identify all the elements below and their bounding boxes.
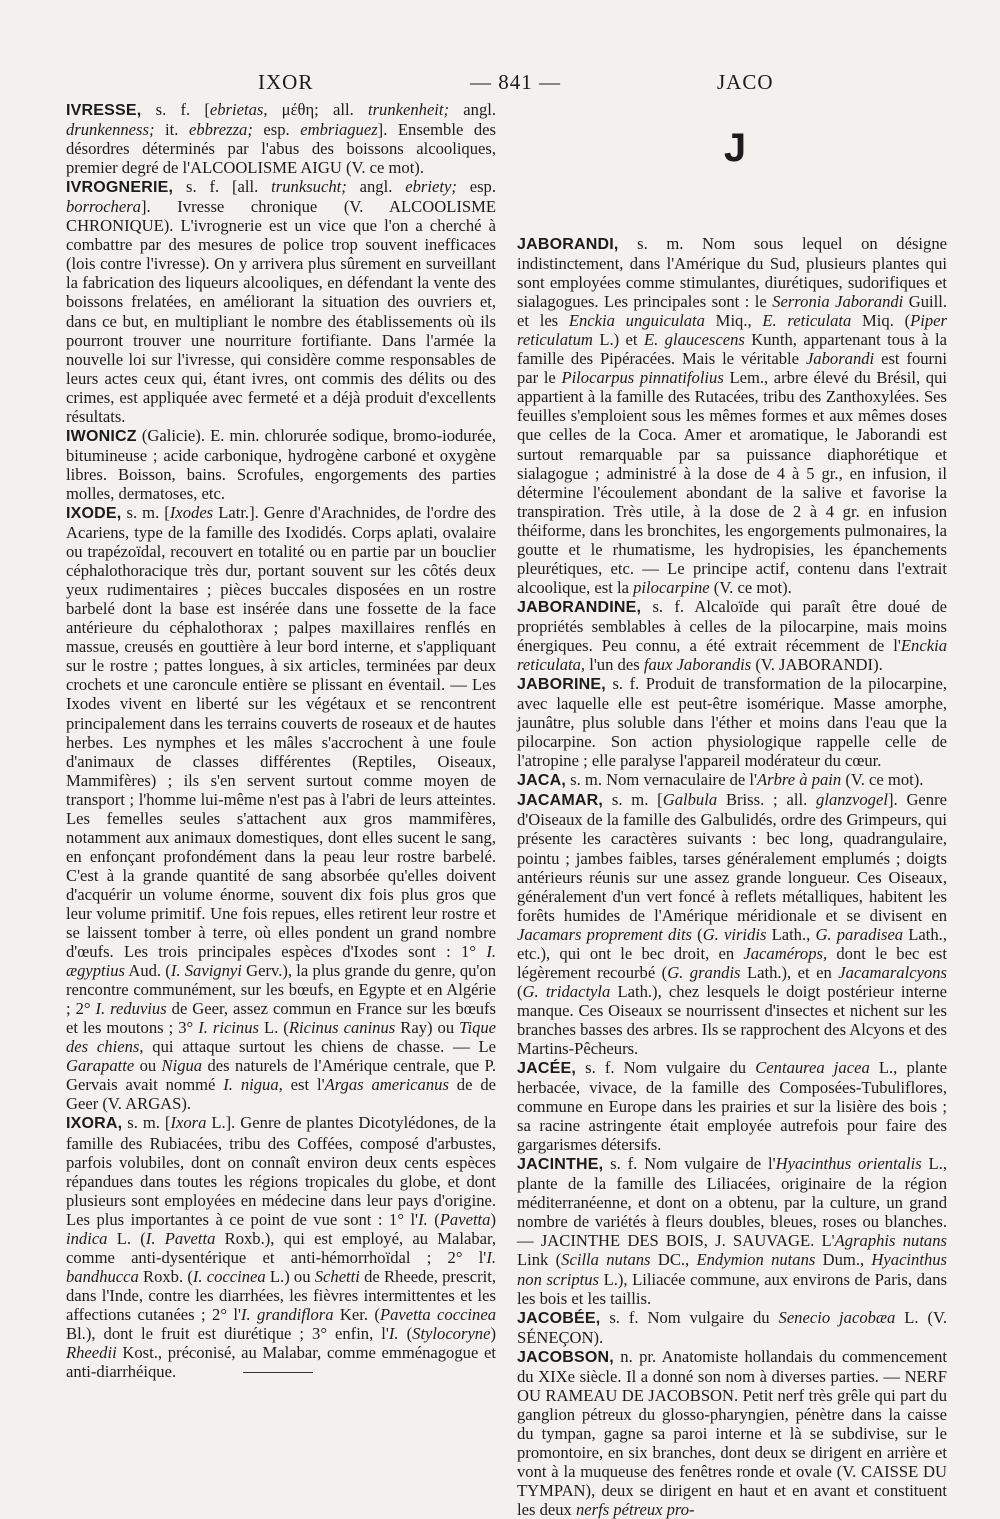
italic-term: nerfs pétreux pro- (576, 1500, 695, 1519)
entry-text: L. ( (258, 1018, 289, 1038)
entry-text: L.) et (592, 330, 644, 350)
entry-text: ou (134, 1056, 162, 1076)
dictionary-entry (517, 597, 947, 674)
entry-text: L. ( (107, 1228, 146, 1248)
italic-term: Schetti (314, 1266, 360, 1286)
entry-text: ) (490, 1209, 496, 1229)
entry-text: Gerv.), la plus grande du genre, qu'on rencontre communément, sur les bœufs, en Egypte et en Algérie ; 2° (66, 961, 497, 1019)
entry-text: L.), Liliacée commune, aux environs de Paris, dans les bois et les taillis. (517, 1269, 947, 1308)
italic-term: ebriety; (405, 177, 457, 197)
italic-term: ebbrezza; (188, 120, 253, 140)
entry-text: Ker. ( (333, 1304, 380, 1324)
italic-term: Argas americanus (324, 1075, 449, 1095)
entry-headword: JACINTHE, (517, 1156, 604, 1174)
entry-text: DC., (650, 1250, 697, 1270)
dictionary-entry (517, 1058, 947, 1154)
entry-text: Latr.]. Genre d'Arachnides, de l'ordre des Acariens, type de la famille des Ixodidés. Corps aplati, ovalaire ou trapézoïdal, recouvert en totalité ou en partie par un bouclier céphalothoracique très dur, portant souvent sur les côtés deux yeux rudimentaires ; pièces buccales disposées en un rostre barbelé dont la base est insérée dans une fossette de la face antérieure du céphalothorax ; palpes maxillaires renflés en massue, creusés en gouttière à leur bord interne, et s'appliquant sur le rostre ; pattes longues, à six articles, terminées par deux crochets et une caroncule entière se plissant en éventail. — Les Ixodes vivent en liberté sur les végétaux et se rencontrent principalement dans les terrains couverts de roseaux et de hautes herbes. Les nymphes et les mâles s'accrochent à une foule d'animaux de classes différentes (Reptiles, Oiseaux, Mammifères) ; ils s'en servent surtout comme moyen de transport ; l'homme lui-même n'est pas à l'abri de leurs atteintes. Les femelles seules s'attachent aux gros mammifères, notamment aux animaux domestiques, dont elles sucent le sang, en enfonçant profondément dans la peau leur rostre barbelé. C'est à la grande quantité de sang absorbée qu'elles doivent d'acquérir un volume énorme, souvent dix fois plus gros que leur volume primitif. Une fois repues, elles retirent leur rostre et se laissent tomber à terre, où elles pondent un grand nombre d'œufs. Les trois principales espèces d'Ixodes sont : 1° (66, 502, 496, 962)
entry-text: (V. ce mot). (709, 577, 792, 597)
running-head (0, 62, 1000, 98)
entry-text: s. m. [ (121, 502, 170, 522)
entry-headword: JABORANDINE, (517, 598, 642, 616)
italic-term: Tique des chiens, (66, 1018, 497, 1057)
entry-text: Link ( (517, 1250, 562, 1270)
italic-term: Jacamars proprement dits (517, 924, 693, 944)
dictionary-entry (517, 1154, 947, 1307)
entry-text: L., plante de la famille des Liliacées, originaire de la région méditerranéenne, et dont on a obtenu, par la culture, un grand nombre de variétés à fleurs doubles, bleues, roses ou blanches. — JACINTHE DES BOIS, J. SAUVAGE. L' (517, 1154, 947, 1251)
italic-term: I. Savignyi (170, 961, 242, 981)
italic-term: Ricinus caninus (288, 1018, 396, 1038)
entry-text: dont le bec est légèrement recourbé ( (517, 943, 947, 982)
italic-term: ebrietas, (209, 100, 268, 119)
italic-term: Garapatte (66, 1056, 135, 1076)
entry-headword: JACA, (517, 772, 567, 790)
entry-text: Kost., préconisé, au Malabar, comme emménagogue et anti-diarrhéique. (66, 1343, 496, 1382)
italic-term: I. grandiflora (240, 1304, 334, 1324)
entry-text: Briss. ; all. (717, 790, 817, 810)
entry-text: ( (517, 981, 523, 1001)
entry-text: ( (427, 1209, 440, 1229)
entry-text: Roxb. ( (138, 1266, 193, 1286)
italic-term: Serronia Jaborandi (772, 292, 904, 312)
entry-text: s. m. [ (603, 790, 663, 810)
left-column (66, 100, 496, 1381)
entry-headword: IVRESSE, (66, 102, 142, 119)
entry-headword: IWONICZ (66, 427, 137, 445)
entry-headword: IXODE, (66, 504, 122, 522)
entry-headword: IXORA, (66, 1115, 123, 1133)
entry-text: de de Geer (V. ARGAS). (66, 1075, 496, 1114)
entry-text: ( (692, 924, 703, 944)
entry-text: it. (154, 120, 189, 140)
italic-term: Rheedii (66, 1343, 117, 1363)
italic-term: embriaguez (300, 120, 378, 140)
entry-text: de Rheede, prescrit, dans l'Inde, contre les diarrhées, les fièvres intermittentes et les affections cutanées ; 2° l' (66, 1266, 496, 1324)
italic-term: G. viridis (702, 924, 767, 944)
entry-text: s. m. Nom vernaculaire de l' (566, 770, 758, 790)
italic-term: indica (66, 1228, 108, 1248)
entry-text: Miq. ( (851, 311, 911, 331)
entry-text: (Galicie). E. min. chlorurée sodique, bromo-iodurée, bitumineuse ; acide carbonique, hydrogène carboné et oxygène libres. Boisson, bains. Scrofules, engorgements des parties molles, dermatoses, etc. (66, 425, 496, 503)
italic-term: I. coccinea (192, 1266, 266, 1286)
italic-term: Centaurea jacea (755, 1058, 870, 1078)
italic-term: Nigua (161, 1056, 203, 1076)
italic-term: I. reduvius (95, 999, 167, 1019)
header-right-word: JACO (717, 70, 774, 94)
dictionary-entry (517, 770, 947, 790)
italic-term: Enckia unguiculata (568, 311, 705, 331)
entry-text: qui attaque surtout les chiens de chasse. — Le (143, 1037, 496, 1057)
italic-term: Arbre à pain (757, 770, 842, 790)
italic-term: I. (388, 1324, 399, 1343)
entry-text: ]. Ivresse chronique (V. ALCOOLISME CHRONIQUE). L'ivrognerie est un vice que l'on a cherché à combattre par des mesures de police trop souvent inefficaces (lois contre l'ivresse). On y arrivera plus sûrement en surveillant la fabrication des liqueurs alcooliques, en défendant la vente des boissons frelatées, en améliorant la situation des ouvriers et, dans ce but, en multipliant le nombre des établissements où ils pourront trouver une nourriture fortifiante. Dans l'armée la nouvelle loi sur l'ivresse, qui considère comme responsables de leurs actes ceux qui, étant ivres, ont commis des délits ou des crimes, est appliquée avec fermeté et a déjà produit d'excellents résultats. (66, 197, 496, 426)
italic-term: Hyacinthus orientalis (775, 1154, 922, 1174)
entry-text: Lath., (766, 924, 816, 944)
entry-text: Lath.), et en (740, 962, 839, 982)
right-column (517, 126, 947, 1519)
italic-term: G. paradisea (815, 924, 904, 944)
entry-text: ]. Genre d'Oiseaux de la famille des Galbulidés, ordre des Grimpeurs, qui présente les caractères suivants : bec long, quadrangulaire, pointu ; jambes faibles, tarses généralement emplumés ; doigts antérieurs réunis sur une assez grande longueur. Ces Oiseaux, généralement d'un vert foncé à reflets métalliques, habitent les forêts humides de l'Amérique méridionale et se divisent en (517, 790, 947, 925)
entry-text: ) (490, 1324, 496, 1343)
entry-text: s. f. Nom vulgaire du (576, 1058, 756, 1078)
italic-term: E. glaucescens (643, 330, 745, 350)
entry-text: s. f. [all. (173, 177, 272, 197)
entry-text: est fourni par le (517, 349, 947, 388)
dictionary-entry (517, 674, 947, 770)
italic-term: G. grandis (667, 962, 741, 982)
italic-term: Hyacinthus non scriptus (517, 1250, 948, 1289)
italic-term: Galbula (662, 790, 718, 810)
entry-text: l'un des (585, 655, 644, 675)
italic-term: I. ægyptius (66, 942, 496, 981)
entry-text: s. m. [ (122, 1113, 171, 1133)
entry-text: des naturels de l'Amérique centrale, que P. Gervais avait nommé (66, 1056, 497, 1095)
italic-term: Stylocoryne (412, 1324, 491, 1343)
italic-term: Scilla nutans (561, 1250, 651, 1270)
column-end-divider (243, 1372, 313, 1373)
italic-term: Enckia reticulata, (517, 635, 947, 675)
entry-text: (V. ce mot). (841, 770, 924, 790)
entry-text: s. f. Nom vulgaire de l' (603, 1154, 776, 1174)
entry-headword: JABORANDI, (517, 236, 619, 253)
entry-text: s. m. Nom sous lequel on désigne indistinctement, dans l'Amérique du Sud, plusieurs plantes qui sont employées comme stimulantes, diurétiques, sudorifiques et sialagogues. Les principales sont : le (517, 234, 947, 312)
italic-term: I. (418, 1209, 428, 1229)
entry-text: esp. (456, 177, 497, 197)
italic-term: Piper reticulatum (517, 311, 947, 350)
dictionary-entry (66, 503, 496, 1114)
entry-text: L.]. Genre de plantes Dicotylédones, de la famille des Rubiacées, tribu des Coffées, composé d'arbustes, parfois volubiles, dont on connaît environ deux cents espèces répandues dans toutes les régions tropicales du globe, et dont plusieurs sont employées en médecine dans leur pays d'origine. Les plus importantes à ce point de vue sont : 1° l' (66, 1113, 496, 1229)
entry-headword: JABORINE, (517, 676, 606, 694)
italic-term: I. Pavetta (145, 1228, 216, 1248)
italic-term: Pilocarpus pinnatifolius (561, 368, 724, 388)
entry-text: ]. Ensemble des désordres déterminés par l'abus des boissons alcooliques, premier degré de l'ALCOOLISME AIGU (V. ce mot). (66, 120, 496, 178)
entry-text: Ray) ou (395, 1018, 460, 1038)
entry-headword: IVROGNERIE, (66, 179, 174, 197)
entry-headword: JACOBSON, (517, 1348, 614, 1366)
italic-term: drunkenness; (66, 120, 155, 140)
italic-term: faux Jaborandis (643, 655, 752, 675)
entry-headword: JACÉE, (517, 1060, 576, 1078)
entry-text: Roxb.), qui est employé, au Malabar, comme anti-dysentérique et anti-hémorrhoïdal ; 2° l' (66, 1228, 497, 1267)
entry-text: Bl.), dont le fruit est diurétique ; 3° enfin, l' (66, 1324, 389, 1343)
dictionary-entry (66, 177, 496, 426)
dictionary-entry (66, 426, 496, 503)
italic-term: glanzvogel (816, 790, 888, 810)
italic-term: trunksucht; (271, 177, 347, 197)
entry-text: s. f. Alcaloïde qui paraît être doué de propriétés semblables à celles de la pilocarpine, mais moins énergiques. Peu connu, a été extrait récemment de l' (517, 596, 947, 655)
dictionary-entry (517, 234, 947, 597)
entry-text: Guill. et les (517, 292, 948, 331)
entry-text: L. (V. SÉNEÇON). (517, 1307, 947, 1347)
entry-text: angl. (346, 177, 406, 197)
section-letter: J (723, 126, 747, 170)
page-number: — 841 — (470, 70, 561, 94)
dictionary-entry (66, 100, 496, 177)
entry-headword: JACOBÉE, (517, 1309, 601, 1327)
italic-term: pilocarpine (633, 577, 710, 597)
italic-term: Jacamérops, (743, 943, 828, 963)
entry-text: Kunth, appartenant tous à la famille des Pipéracées. Mais le véritable (517, 330, 947, 369)
entry-text: L.) ou (265, 1266, 315, 1286)
entry-text: est l' (282, 1075, 325, 1095)
entry-text: Lem., arbre élevé du Brésil, qui appartient à la famille des Rutacées, tribu des Zanthoxylées. Ses feuilles s'emploient sous les mêmes formes et aux mêmes doses que celles de la Coca. Amer et aromatique, le Jaborandi est surtout remarquable par sa puissance diaphorétique et sialagogue ; administré à la dose de 4 à 5 gr., en infusion, il détermine l'écoulement abondant de la salive et favorise la transpiration. Très utile, à la dose de 2 à 4 gr. en infusion théiforme, dans les bronchites, les engorgements pulmonaires, la goutte et le rhumatisme, les hydropisies, les épanchements pleurétiques, etc. — Le principe actif, contenu dans l'extrait alcoolique, est la (517, 368, 947, 597)
entry-text: esp. (252, 120, 301, 140)
entry-text: μέθη; all. (267, 100, 368, 119)
italic-term: G. tridactyla (522, 981, 611, 1001)
dictionary-entry (517, 790, 947, 1058)
entry-text: Lath., etc.), qui ont le bec droit, en (517, 924, 947, 963)
italic-term: borrochera (66, 197, 141, 217)
entry-text: Dum., (815, 1250, 872, 1270)
entry-text: de Geer, assez commun en France sur les bœufs et les moutons ; 3° (66, 999, 497, 1038)
entry-text: angl. (449, 100, 496, 119)
italic-term: Ixodes (169, 502, 214, 522)
entry-text: s. f. Produit de transformation de la pilocarpine, avec laquelle elle est peut-être isomérique. Masse amorphe, jaunâtre, plus soluble dans l'éther et moins dans l'eau que la pilocarpine. Son action physiologique rappelle celle de l'atropine ; elle paralyse l'appareil modérateur du cœur. (517, 674, 947, 771)
entry-text: s. f. [ (141, 100, 210, 119)
italic-term: Jacamaralcyons (838, 962, 947, 982)
entry-text: Lath.), chez lesquels le doigt postérieur interne manque. Ces Oiseaux se nourrissent d'insectes et nichent sur les branches basses des arbres. Ils se rapprochent des Alcyons et des Martins-Pêcheurs. (517, 981, 947, 1058)
dictionary-entry (66, 1113, 496, 1381)
header-left-word: IXOR (258, 70, 314, 94)
entry-text: ( (398, 1324, 413, 1343)
italic-term: Ixora (170, 1113, 207, 1133)
entry-text: Aud. ( (125, 961, 171, 981)
italic-term: I. ricinus (198, 1018, 259, 1038)
italic-term: Pavetta (439, 1209, 491, 1229)
italic-term: E. reticulata (762, 311, 852, 331)
italic-term: Senecio jacobæa (778, 1307, 896, 1327)
italic-term: I. bandhucca (66, 1247, 496, 1286)
entry-headword: JACAMAR, (517, 792, 604, 810)
entry-text: n. pr. Anatomiste hollandais du commencement du XIXe siècle. Il a donné son nom à diverses parties. — NERF OU RAMEAU DE JACOBSON. Petit nerf très grêle qui part du ganglion pétreux du glosso-pharyngien, pénètre dans la caisse du tympan, gagne sa paroi interne et là se subdivise, sur le promontoire, en six branches, dont deux se dirigent en arrière et vont à la muqueuse des fenêtres ronde et ovale (V. CAISSE DU TYMPAN), deux se dirigent en haut et en avant et constituent les deux (517, 1346, 947, 1519)
italic-term: Agraphis nutans (834, 1231, 947, 1251)
entry-text: (V. JABORANDI). (751, 655, 883, 675)
dictionary-entry (517, 1308, 947, 1347)
italic-term: Jaborandi (805, 349, 875, 369)
entry-text: L., plante herbacée, vivace, de la famille des Composées-Tubuliflores, commune en Europe dans les prairies et sur la lisière des bois ; sa racine astringente était employée autrefois pour faire des gargarismes détersifs. (517, 1058, 947, 1155)
italic-term: trunkenheit; (367, 100, 450, 119)
entry-text: Miq., (704, 311, 763, 331)
right-column-entries (517, 234, 947, 1519)
italic-term: I. nigua, (223, 1075, 283, 1095)
entry-text: s. f. Nom vulgaire du (600, 1307, 779, 1327)
italic-term: Endymion nutans (696, 1250, 816, 1270)
italic-term: Pavetta coccinea (379, 1304, 496, 1324)
dictionary-entry (517, 1347, 947, 1519)
